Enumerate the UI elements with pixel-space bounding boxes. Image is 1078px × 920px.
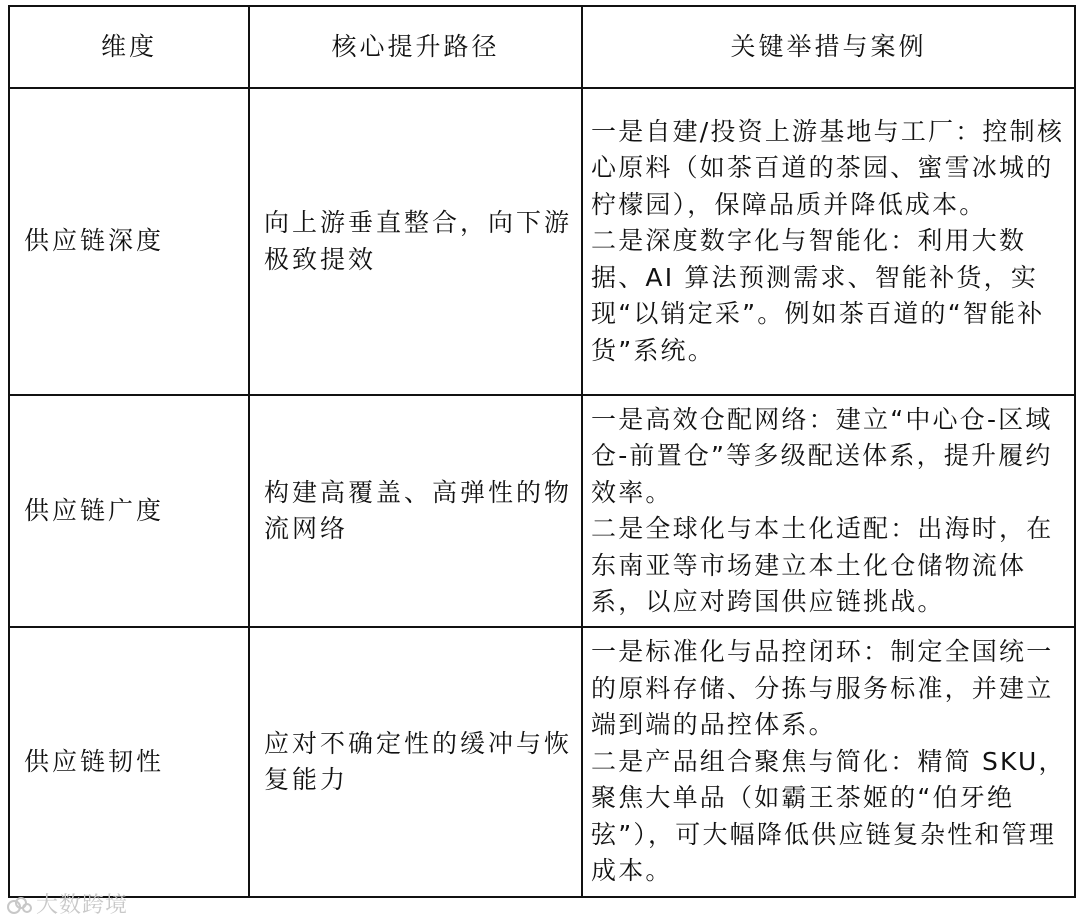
row-dimension: 供应链韧性 (9, 627, 249, 897)
row-core-path: 构建高覆盖、高弹性的物流网络 (249, 395, 582, 627)
measure-paragraph: 二是产品组合聚焦与简化：精简 SKU，聚焦大单品（如霸王茶姬的“伯牙绝弦”），可大幅降低供应链复杂性和管理成本。 (591, 746, 1066, 886)
supply-chain-table (8, 5, 1076, 898)
logo-swirl-icon (6, 895, 32, 917)
measure-paragraph: 二是全球化与本土化适配：出海时，在东南亚等市场建立本土化仓储物流体系，以应对跨国供应链挑战。 (591, 514, 1054, 616)
row-measures (582, 627, 1075, 897)
header-key-measures: 关键举措与案例 (582, 6, 1075, 88)
row-core-path: 应对不确定性的缓冲与恢复能力 (249, 627, 582, 897)
measure-paragraph: 二是深度数字化与智能化：利用大数据、AI 算法预测需求、智能补货，实现“以销定采”。例如茶百道的“智能补货”系统。 (591, 226, 1045, 365)
table-header-row (9, 6, 1075, 88)
header-core-path: 核心提升路径 (249, 6, 582, 88)
row-dimension: 供应链广度 (9, 395, 249, 627)
row-measures (582, 88, 1075, 395)
header-dimension: 维度 (9, 6, 249, 88)
table-row (9, 395, 1075, 627)
watermark-text: 大数跨境 (36, 893, 129, 918)
watermark (6, 888, 128, 919)
measure-paragraph: 一是标准化与品控闭环：制定全国统一的原料存储、分拣与服务标准，并建立端到端的品控体系。 (591, 637, 1054, 740)
row-core-path: 向上游垂直整合，向下游极致提效 (249, 88, 582, 395)
measure-paragraph: 一是自建/投资上游基地与工厂：控制核心原料（如茶百道的茶园、蜜雪冰城的柠檬园），保障品质并降低成本。 (591, 116, 1065, 219)
row-dimension: 供应链深度 (9, 88, 249, 395)
table-row (9, 88, 1075, 395)
row-measures (582, 395, 1075, 627)
measure-paragraph: 一是高效仓配网络：建立“中心仓-区域仓-前置仓”等多级配送体系，提升履约效率。 (591, 404, 1053, 507)
table-row (9, 627, 1075, 897)
